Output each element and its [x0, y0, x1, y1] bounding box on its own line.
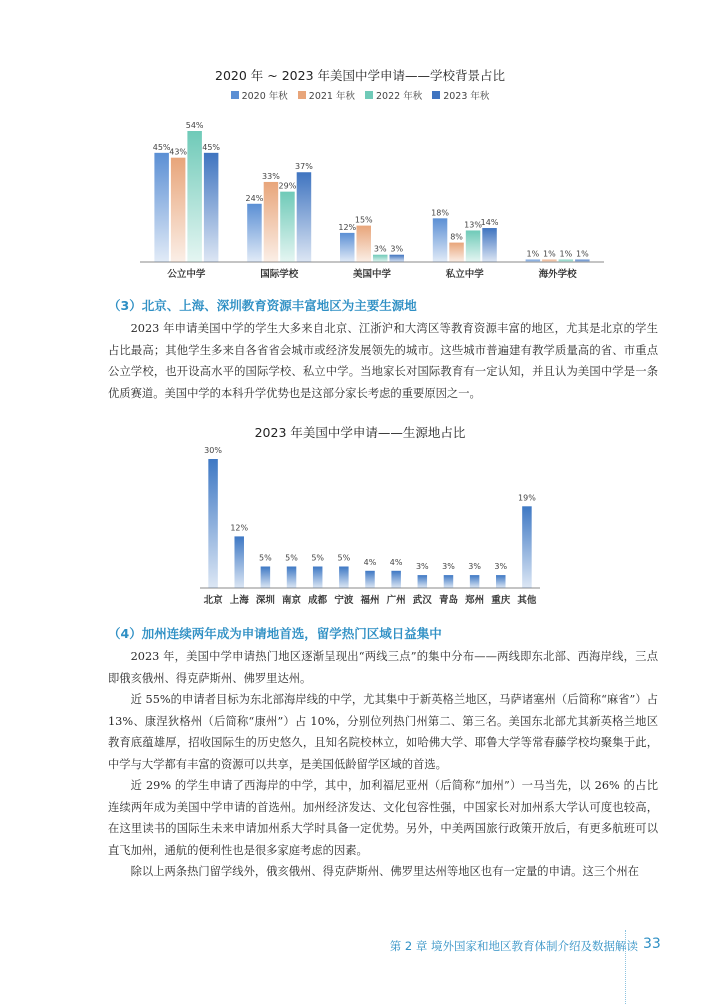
data-label: 1% — [526, 249, 540, 259]
data-label: 45% — [202, 142, 221, 152]
data-label: 3% — [468, 562, 481, 572]
data-label: 3% — [494, 562, 508, 572]
data-label: 37% — [295, 162, 313, 172]
category-label: 其他 — [517, 595, 537, 606]
bar — [365, 571, 375, 588]
category-label: 郑州 — [465, 595, 485, 606]
data-label: 43% — [169, 147, 188, 157]
data-label: 12% — [230, 523, 249, 533]
legend-label: 2023 年秋 — [443, 91, 490, 102]
data-label: 5% — [311, 553, 325, 563]
bar — [287, 567, 297, 589]
legend-label: 2020 年秋 — [241, 91, 288, 102]
chapter-footer: 第 2 章 境外国家和地区教育体制介绍及数据解读 — [389, 939, 638, 953]
data-label: 30% — [204, 446, 222, 455]
data-label: 18% — [431, 208, 449, 218]
data-label: 45% — [152, 142, 171, 152]
data-label: 3% — [373, 244, 387, 254]
data-label: 3% — [390, 244, 404, 254]
data-label: 8% — [450, 232, 463, 242]
data-label: 14% — [480, 218, 499, 228]
bar — [496, 575, 506, 588]
section4-paragraph-4: 除以上两条热门留学线外，俄亥俄州、得克萨斯州、佛罗里达州等地区也有一定量的申请。这三个州在 — [130, 865, 639, 878]
data-label: 19% — [518, 493, 536, 503]
section4-paragraph-3: 近 29% 的学生申请了西海岸的中学，其中，加利福尼亚州（后简称“加州”）一马当先，以 26% 的占比连续两年成为美国中学申请的首选州。加州经济发达、文化包容性强，中国家长对加州系大学认可度也较高，在这里读书的国际生未来申请加州系大学时具备一定优势。另外，中美两国旅行政策开放后，有更多航班可以直飞加州，通航的便利性也是很多家庭考虑的因素。 — [108, 779, 658, 857]
data-label: 3% — [415, 562, 429, 572]
category-label: 福州 — [360, 595, 380, 606]
data-label: 1% — [575, 249, 589, 259]
data-label: 5% — [285, 553, 298, 563]
section4-paragraph-1: 2023 年，美国中学申请热门地区逐渐呈现出“两线三点”的集中分布——两线即东北部、西海岸线，三点即俄亥俄州、得克萨斯州、佛罗里达州。 — [108, 650, 658, 685]
data-label: 4% — [363, 557, 377, 567]
bar — [522, 506, 532, 588]
chart1-title: 2020 年 ~ 2023 年美国中学申请——学校背景占比 — [215, 68, 505, 83]
data-label: 24% — [245, 193, 264, 203]
category-label: 广州 — [386, 595, 406, 606]
data-label: 5% — [337, 553, 351, 563]
data-label: 54% — [185, 121, 204, 130]
category-label: 青岛 — [438, 595, 458, 606]
data-label: 5% — [259, 553, 272, 563]
bar — [418, 575, 428, 588]
category-label: 私立中学 — [445, 269, 484, 280]
bar — [339, 567, 349, 589]
data-label: 4% — [389, 557, 403, 567]
data-label: 15% — [354, 215, 373, 225]
bar — [313, 567, 323, 589]
section4-heading: （4）加州连续两年成为申请地首选，留学热门区域日益集中 — [108, 626, 442, 641]
section3-paragraph: 2023 年申请美国中学的学生大多来自北京、江浙沪和大湾区等教育资源丰富的地区，尤其是北京的学生占比最高；其他学生多来自各省省会城市或经济发展领先的城市。这些城市普遍建有教学质量高的省、市重点公立学校，也开设高水平的国际学校、私立中学。当地家长对国际教育有一定认知，并且认为美国中学是一条优质赛道。美国中学的本科升学优势也是这部分家长考虑的重要原因之一。 — [108, 322, 658, 400]
page-number: 33 — [643, 936, 661, 952]
category-label: 重庆 — [491, 595, 511, 606]
section3-heading: （3）北京、上海、深圳教育资源丰富地区为主要生源地 — [108, 298, 417, 313]
bar — [261, 567, 271, 589]
category-label: 武汉 — [412, 595, 432, 606]
bar — [234, 536, 244, 588]
category-label: 国际学校 — [260, 269, 299, 280]
data-label: 1% — [559, 249, 573, 259]
data-label: 1% — [542, 249, 556, 259]
bar — [391, 571, 401, 588]
category-label: 南京 — [282, 595, 302, 606]
category-label: 深圳 — [255, 595, 275, 606]
data-label: 13% — [464, 220, 482, 230]
footer-divider — [625, 930, 626, 1004]
data-label: 29% — [278, 181, 297, 191]
category-label: 海外学校 — [538, 269, 577, 280]
category-label: 宁波 — [334, 595, 354, 606]
section4-paragraph-2: 近 55%的申请者目标为东北部海岸线的中学，尤其集中于新英格兰地区，马萨诸塞州（后简称“麻省”）占 13%、康涅狄格州（后简称“康州”）占 10%，分别位列热门州第二、第三名。美国东北部尤其新英格兰地区教育底蕴雄厚，招收国际生的历史悠久，且知名院校林立，如哈佛大学、耶鲁大学等常春藤学校均聚集于此，中学与大学都有丰富的资源可以共享，是美国低龄留学区域的首选。 — [108, 693, 658, 771]
bar — [470, 575, 480, 588]
category-label: 上海 — [229, 595, 249, 606]
category-label: 美国中学 — [352, 269, 392, 280]
data-label: 3% — [442, 562, 455, 572]
legend-label: 2022 年秋 — [376, 91, 423, 102]
data-label: 33% — [262, 171, 280, 181]
category-label: 北京 — [203, 595, 223, 606]
data-label: 12% — [338, 222, 357, 232]
chart2-title: 2023 年美国中学申请——生源地占比 — [254, 425, 466, 440]
category-label: 成都 — [308, 595, 328, 606]
bar — [444, 575, 454, 588]
bar — [208, 459, 218, 588]
legend-label: 2021 年秋 — [308, 91, 355, 102]
category-label: 公立中学 — [167, 269, 206, 280]
